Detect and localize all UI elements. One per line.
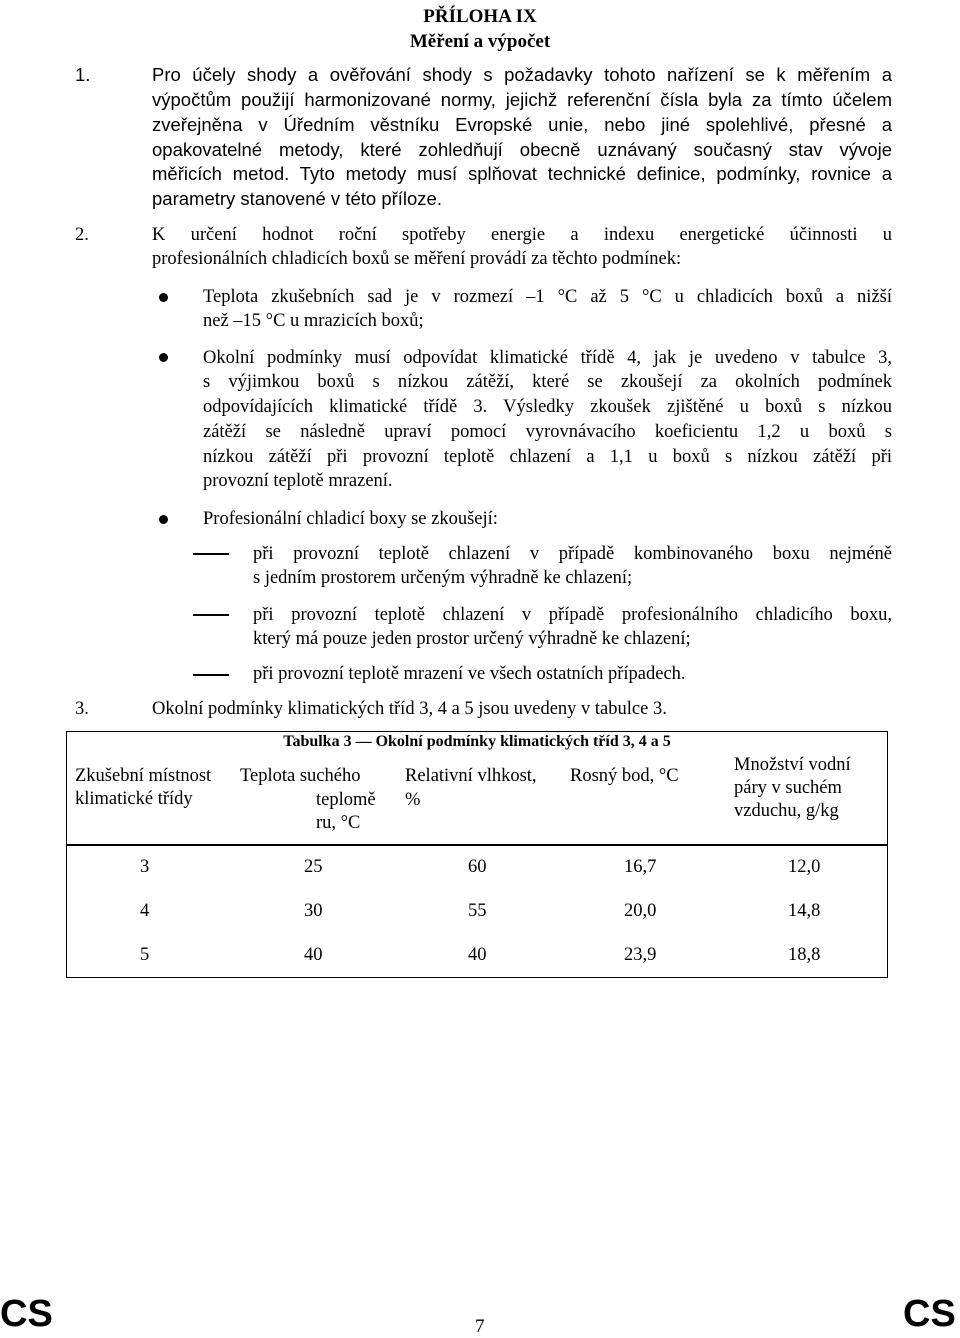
paragraph-2-line: profesionálních chladicích boxů se měření provádí za těchto podmínek: bbox=[152, 249, 682, 269]
table-header-cell: ru, °C bbox=[316, 813, 361, 833]
table-header-cell: Rosný bod, °C bbox=[570, 766, 679, 786]
paragraph-2-line: K určení hodnot roční spotřeby energie a indexu energetické účinnosti u bbox=[152, 225, 892, 245]
language-code-left: CS bbox=[0, 1293, 53, 1335]
dash-marker bbox=[193, 674, 229, 676]
table-header-cell: Zkušební místnost bbox=[75, 766, 212, 786]
bullet-line: Profesionální chladicí boxy se zkoušejí: bbox=[203, 509, 498, 529]
bullet-icon bbox=[159, 515, 168, 524]
table-cell: 3 bbox=[140, 857, 150, 877]
dash-marker bbox=[193, 553, 229, 555]
table-cell: 12,0 bbox=[788, 857, 821, 877]
table-header-cell: klimatické třídy bbox=[75, 789, 193, 809]
annex-title: PŘÍLOHA IX bbox=[423, 6, 537, 27]
table-cell: 20,0 bbox=[624, 901, 657, 921]
table-header-cell: Teplota suchého bbox=[240, 766, 361, 786]
bullet-line: než –15 °C u mrazicích boxů; bbox=[203, 311, 424, 331]
bullet-line: nízkou zátěží při provozní teplotě chlazení a 1,1 u boxů s nízkou zátěží při bbox=[203, 447, 892, 467]
paragraph-number: 3. bbox=[75, 699, 89, 719]
table-cell: 55 bbox=[468, 901, 487, 921]
paragraph-3-text: Okolní podmínky klimatických tříd 3, 4 a 5 jsou uvedeny v tabulce 3. bbox=[152, 699, 667, 719]
table-cell: 60 bbox=[468, 857, 487, 877]
bullet-line: odpovídajících klimatické třídě 3. Výsledky zkoušek zjištěné u boxů s nízkou bbox=[203, 397, 892, 417]
table-cell: 18,8 bbox=[788, 945, 821, 965]
dash-line: při provozní teplotě mrazení ve všech ostatních případech. bbox=[253, 664, 686, 684]
dash-line: s jedním prostorem určeným výhradně ke chlazení; bbox=[253, 568, 633, 588]
table-header-cell: vzduchu, g/kg bbox=[734, 801, 839, 821]
paragraph-number: 1. bbox=[75, 64, 91, 85]
table-cell: 16,7 bbox=[624, 857, 657, 877]
paragraph-1-line: výpočtům použijí harmonizované normy, jejichž referenční čísla byla za tímto účelem bbox=[152, 89, 892, 110]
paragraph-number: 2. bbox=[75, 225, 89, 245]
paragraph-1-line: Pro účely shody a ověřování shody s požadavky tohoto nařízení se k měřením a bbox=[152, 64, 892, 85]
table-caption: Tabulka 3 — Okolní podmínky klimatických tříd 3, 4 a 5 bbox=[283, 733, 671, 750]
dash-marker bbox=[193, 614, 229, 616]
table-cell: 40 bbox=[468, 945, 487, 965]
bullet-line: provozní teplotě mrazení. bbox=[203, 471, 393, 491]
table-cell: 23,9 bbox=[624, 945, 657, 965]
bullet-line: zátěží se následně upraví pomocí vyrovnávacího koeficientu 1,2 u boxů s bbox=[203, 422, 892, 442]
table-header-cell: teplomě bbox=[316, 790, 376, 810]
paragraph-1-line: opakovatelné metody, které zohledňují obecně uznávaný současný stav vývoje bbox=[152, 139, 892, 160]
language-code-right: CS bbox=[903, 1293, 956, 1335]
dash-line: při provozní teplotě chlazení v případě profesionálního chladicího boxu, bbox=[253, 605, 892, 625]
bullet-icon bbox=[159, 353, 168, 362]
bullet-line: Okolní podmínky musí odpovídat klimatické třídě 4, jak je uvedeno v tabulce 3, bbox=[203, 348, 892, 368]
bullet-line: Teplota zkušebních sad je v rozmezí –1 °C až 5 °C u chladicích boxů a nižší bbox=[203, 287, 892, 307]
dash-line: při provozní teplotě chlazení v případě kombinovaného boxu nejméně bbox=[253, 544, 892, 564]
dash-line: který má pouze jeden prostor určený výhradně ke chlazení; bbox=[253, 629, 691, 649]
table-cell: 40 bbox=[304, 945, 323, 965]
paragraph-1-line: parametry stanovené v této příloze. bbox=[152, 188, 442, 209]
table-cell: 4 bbox=[140, 901, 150, 921]
table-cell: 30 bbox=[304, 901, 323, 921]
table-header-cell: páry v suchém bbox=[734, 778, 842, 798]
bullet-line: s výjimkou boxů s nízkou zátěží, které se zkoušejí za okolních podmínek bbox=[203, 372, 892, 392]
table-header-cell: Relativní vlhkost, bbox=[405, 766, 537, 786]
bullet-icon bbox=[159, 293, 168, 302]
table-header-cell: Množství vodní bbox=[734, 755, 851, 775]
table-cell: 14,8 bbox=[788, 901, 821, 921]
paragraph-1-line: měřicích metod. Tyto metody musí splňovat technické definice, podmínky, rovnice a bbox=[152, 163, 892, 184]
page-number: 7 bbox=[475, 1316, 485, 1337]
paragraph-1-line: zveřejněna v Úředním věstníku Evropské unie, nebo jiné spolehlivé, přesné a bbox=[152, 114, 892, 135]
table-cell: 25 bbox=[304, 857, 323, 877]
annex-subtitle: Měření a výpočet bbox=[409, 31, 551, 52]
table-header-cell: % bbox=[405, 790, 421, 810]
table-cell: 5 bbox=[140, 945, 150, 965]
table-header-divider bbox=[66, 844, 888, 846]
